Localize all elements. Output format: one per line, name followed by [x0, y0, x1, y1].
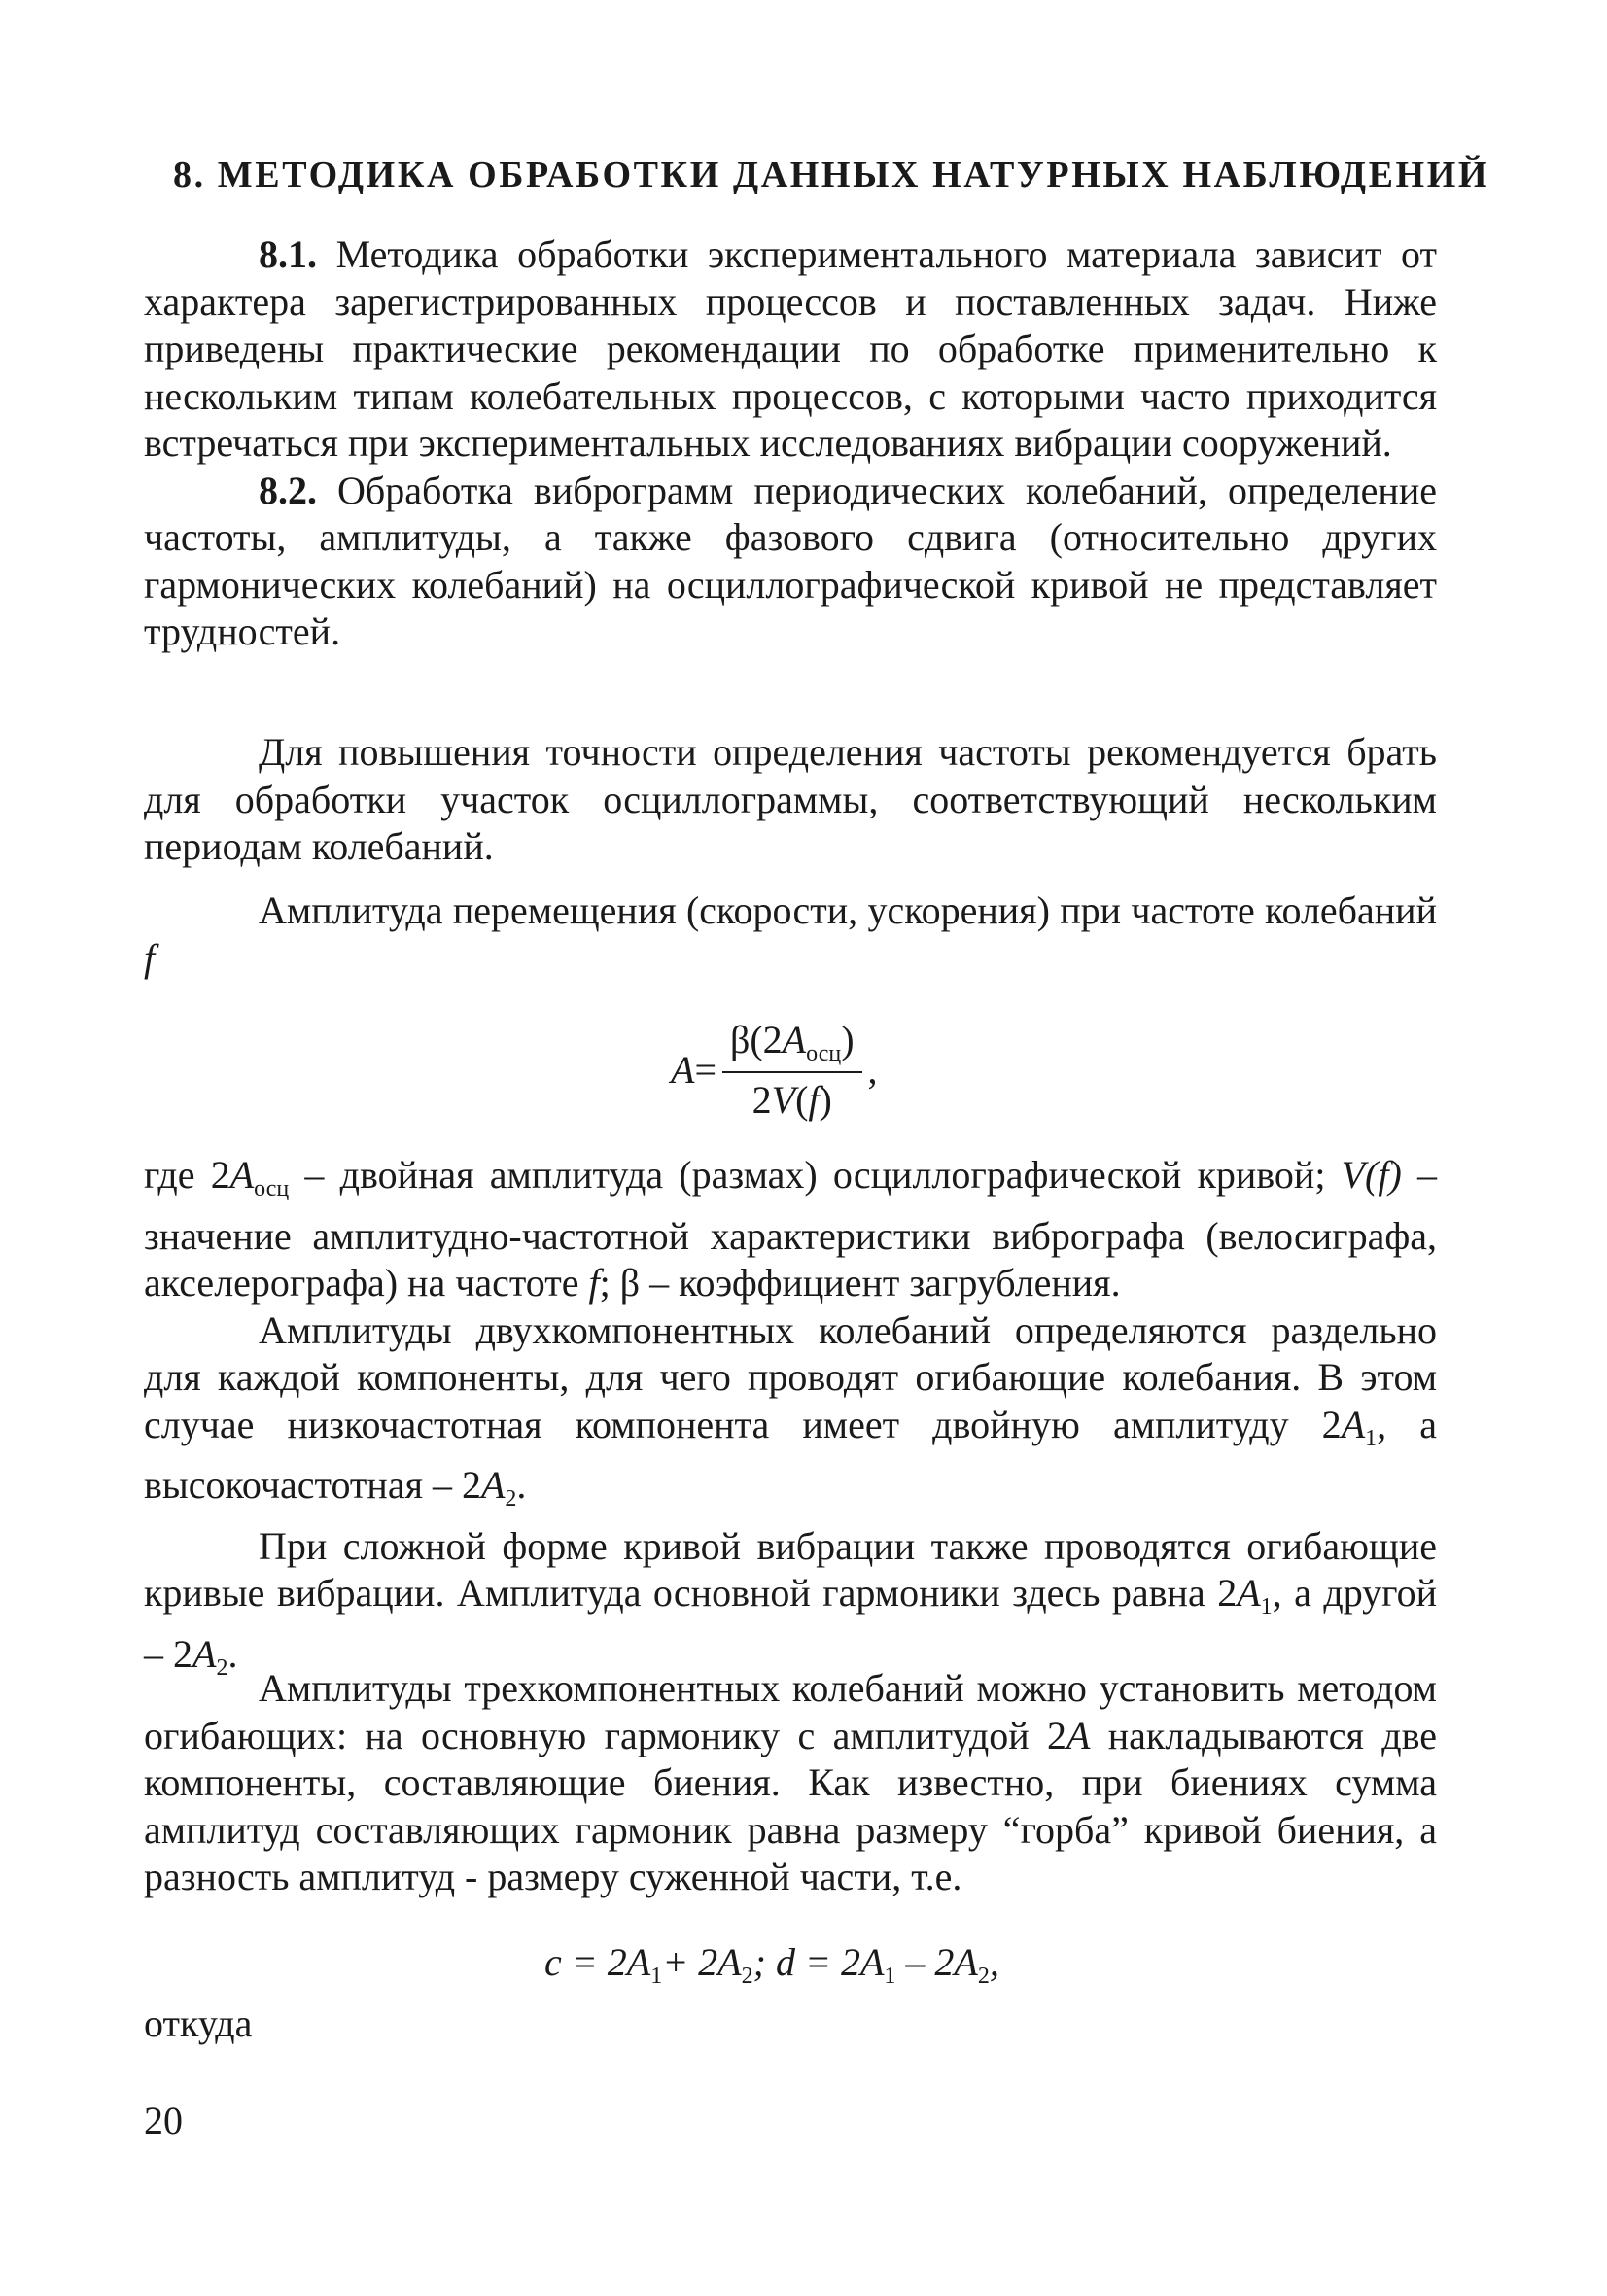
- fraction-denominator: 2V(f): [751, 1077, 832, 1122]
- text-block-1: [144, 231, 1437, 656]
- paragraph-8-2: [144, 468, 1437, 656]
- paragraph-8-1: [144, 231, 1437, 468]
- amplitude-formula: A = $\frac{\beta(2A_{осц})}{2V(f)}$ ,: [671, 1017, 878, 1122]
- formula-fraction: [722, 1017, 862, 1123]
- paragraph-two-component: Амплитуды двухкомпонентных колебаний определяются раздельно для каждой компоненты, для чего проводят огибающие колебания. В этом случае низкочастотная компонента имеет двойную амплитуду $2A_1$, а высокочастотная – $2A_2$.: [144, 1307, 1437, 1512]
- variable-f: f: [144, 935, 156, 980]
- fraction-numerator: $\beta(2A_{осц})$: [722, 1017, 862, 1073]
- text-block-4: [144, 1152, 1437, 1691]
- page-number: 20: [144, 2099, 183, 2142]
- text-block-5: [144, 1665, 1437, 1901]
- beat-formula: $c = 2A_1+ 2A_2$; $d = 2A_1 - 2A_2$,: [544, 1940, 999, 1989]
- text-block-6: [144, 2000, 1437, 2048]
- paragraph-text: Методика обработки экспериментального материала зависит от характера зарегистрированных процессов и поставленных задач. Ниже приведены практические рекомендации по обработке применительно к нескольким типам колебательных процессов, с которыми часто приходится встречаться при экспериментальных исследованиях вибрации сооружений.: [144, 232, 1437, 465]
- paragraph-whence: откуда: [144, 2001, 253, 2045]
- paragraph-three-component: Амплитуды трехкомпонентных колебаний можно установить методом огибающих: на основную гармонику с амплитудой 2A накладываются две компоненты, составляющие биения. Как известно, при биениях сумма амплитуд составляющих гармоник равна размеру “горба” кривой биения, а разность амплитуд - размеру суженной части, т.е.: [144, 1666, 1437, 1898]
- text-block-2: [144, 729, 1437, 871]
- paragraph-amplitude-intro: Амплитуда перемещения (скорости, ускорения) при частоте колебаний f: [144, 888, 1437, 980]
- paragraph-text: Обработка виброграмм периодических колебаний, определение частоты, амплитуды, а также фазового сдвига (относительно других гармонических колебаний) на осциллографической кривой не представляет трудностей.: [144, 468, 1437, 653]
- paragraph-number: 8.2.: [259, 468, 317, 512]
- paragraph-number: 8.1.: [259, 232, 317, 276]
- text-block-3: [144, 887, 1437, 982]
- paragraph-where: где $2A_{осц}$ – двойная амплитуда (размах) осциллографической кривой; V(f) – значение амплитудно-частотной характеристики вибрографа (велосиграфа, акселерографа) на частоте f; β – коэффициент загрубления.: [144, 1153, 1437, 1305]
- section-heading: 8. МЕТОДИКА ОБРАБОТКИ ДАННЫХ НАТУРНЫХ НАБЛЮДЕНИЙ: [173, 155, 1490, 195]
- paragraph-frequency-accuracy: Для повышения точности определения частоты рекомендуется брать для обработки участок осциллограммы, соответствующий нескольким периодам колебаний.: [144, 730, 1437, 868]
- paragraph-complex-curve: При сложной форме кривой вибрации также проводятся огибающие кривые вибрации. Амплитуда основной гармоники здесь равна $2A_1$, а другой – $2A_2$.: [144, 1523, 1437, 1681]
